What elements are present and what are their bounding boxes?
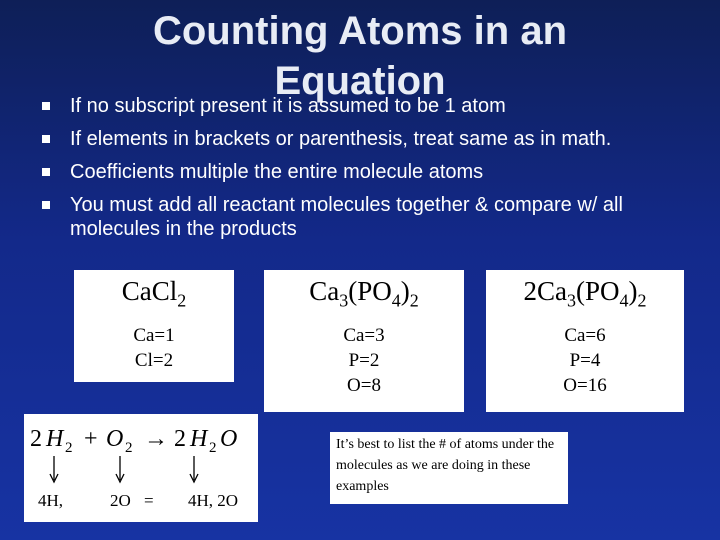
element-symbol: O <box>220 426 238 452</box>
coefficient: 2 <box>174 426 186 452</box>
bullet-square-icon <box>42 102 50 110</box>
atom-count: 4H, <box>38 491 64 510</box>
tip-note: It’s best to list the # of atoms under the molecules as we are doing in these examples <box>330 432 568 504</box>
formula <box>264 274 464 317</box>
formula-text: ) <box>400 276 410 306</box>
subscript: 2 <box>209 440 217 456</box>
atom-count: Ca=3 <box>343 325 385 347</box>
equation-panel <box>24 414 258 522</box>
formula-text: (PO <box>348 276 392 306</box>
atom-counts <box>74 323 234 373</box>
bullet-item <box>44 94 704 118</box>
coefficient: 2 <box>30 426 42 452</box>
plus-sign: + <box>84 426 98 452</box>
atom-count: O=16 <box>563 375 607 397</box>
formula-text: ) <box>628 276 638 306</box>
equation-diagram <box>24 414 258 522</box>
atom-count: Ca=1 <box>133 325 175 347</box>
atom-counts <box>486 323 684 398</box>
formula-subscript: 3 <box>339 290 349 311</box>
reaction-arrow: → <box>144 426 168 452</box>
bullet-square-icon <box>42 168 50 176</box>
bullet-text: If elements in brackets or parenthesis, treat same as in math. <box>70 128 612 150</box>
atom-count: P=2 <box>348 350 380 372</box>
example-box-ca3po42 <box>264 270 464 412</box>
bullet-item <box>44 160 704 184</box>
atom-count: Ca=6 <box>564 325 606 347</box>
down-arrows <box>50 456 198 482</box>
formula-text: Ca <box>309 276 340 306</box>
formula <box>74 274 234 317</box>
formula-text: 2Ca <box>523 276 567 306</box>
formula-text: CaCl <box>121 276 178 306</box>
bullet-square-icon <box>42 201 50 209</box>
atom-count: 4H, 2O <box>188 491 239 510</box>
bullet-item <box>44 127 704 151</box>
atom-count: O=8 <box>347 375 381 397</box>
subscript: 2 <box>125 440 133 456</box>
formula-text: (PO <box>575 276 620 306</box>
bullet-item <box>44 193 704 241</box>
subscript: 2 <box>65 440 73 456</box>
bullet-text: Coefficients multiple the entire molecule atoms <box>70 161 484 183</box>
slide-title: Counting Atoms in an Equation <box>152 9 568 103</box>
formula-subscript: 2 <box>177 290 187 311</box>
element-symbol: H <box>46 426 64 452</box>
element-symbol: H <box>190 426 208 452</box>
formula-subscript: 3 <box>566 290 576 311</box>
formula <box>486 274 684 317</box>
atom-count: 2O <box>110 491 131 510</box>
bullet-list <box>44 94 704 250</box>
example-box-cacl2 <box>74 270 234 382</box>
formula-subscript: 4 <box>619 290 629 311</box>
formula-subscript: 2 <box>409 290 419 311</box>
equals-sign: = <box>144 491 154 510</box>
example-box-2ca3po42 <box>486 270 684 412</box>
bullet-square-icon <box>42 135 50 143</box>
atom-count: Cl=2 <box>134 350 174 372</box>
bullet-text: If no subscript present it is assumed to be 1 atom <box>70 95 506 117</box>
formula-subscript: 2 <box>637 290 647 311</box>
bullet-text: You must add all reactant molecules together & compare w/ all molecules in the products <box>70 194 623 240</box>
element-symbol: O <box>106 426 124 452</box>
atom-count: P=4 <box>569 350 601 372</box>
atom-counts <box>264 323 464 398</box>
formula-subscript: 4 <box>391 290 401 311</box>
